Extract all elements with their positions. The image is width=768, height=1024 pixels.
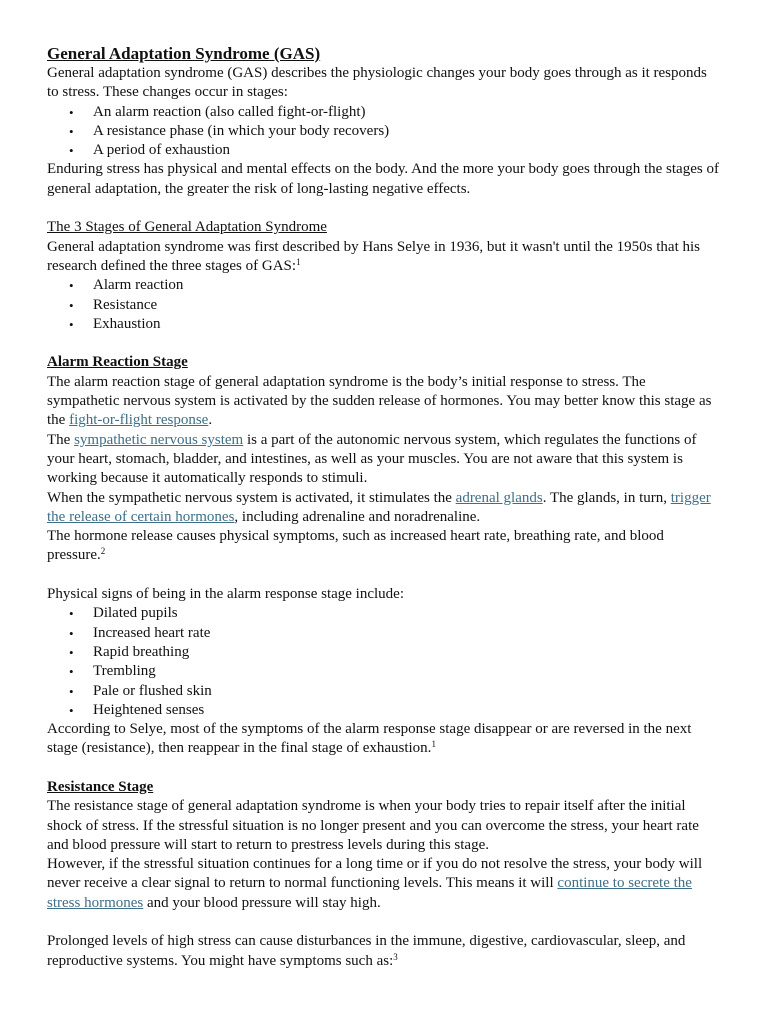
- citation-superscript: 1: [296, 256, 301, 267]
- fight-or-flight-link[interactable]: fight-or-flight response: [69, 412, 209, 429]
- stages-text: General adaptation syndrome was first described by Hans Selye in 1936, but it wasn't until the 1950s that his research defined the three stages of GAS:: [47, 238, 700, 274]
- alarm-heading: Alarm Reaction Stage: [47, 354, 188, 371]
- alarm-p1-text: The alarm reaction stage of general adaptation syndrome is the body’s initial response to stress. The sympathetic nervous system is activated by the sudden release of hormones. You may better know this stage as the: [47, 373, 712, 429]
- citation-superscript: 2: [100, 546, 106, 557]
- list-item: • A period of exhaustion: [93, 141, 721, 160]
- intro-list: [47, 103, 721, 161]
- list-item: • Exhaustion: [93, 315, 721, 334]
- alarm-paragraph-2: [47, 431, 721, 489]
- list-item: • Dilated pupils: [93, 604, 721, 623]
- resistance-paragraph-1: The resistance stage of general adaptation syndrome is when your body tries to repair itself after the initial shock of stress. If the stressful situation is no longer present and you can overcome the stress, your heart rate and blood pressure will start to return to prestress levels during this stage.: [47, 798, 699, 853]
- document-title: General Adaptation Syndrome (GAS): [47, 44, 321, 63]
- list-item: • A resistance phase (in which your body recovers): [93, 122, 721, 141]
- list-item: • Rapid breathing: [93, 643, 721, 662]
- alarm-p1-end: .: [208, 412, 213, 429]
- hormone-release-link[interactable]: trigger the release of certain hormones: [47, 489, 711, 525]
- alarm-p3-mid: . The glands, in turn,: [542, 489, 671, 506]
- resistance-p2-start: However, if the stressful situation continues for a long time or if you do not resolve the stress, your body will never receive a clear signal to return to normal functioning levels. This means it will: [47, 856, 703, 892]
- stages-list: [47, 276, 721, 334]
- adrenal-glands-link[interactable]: adrenal glands: [455, 489, 543, 506]
- alarm-paragraph-4: [47, 527, 721, 566]
- resistance-p3-text: Prolonged levels of high stress can cause disturbances in the immune, digestive, cardiovascular, sleep, and reproductive systems. You might have symptoms such as:: [47, 933, 686, 969]
- resistance-p2-end: and your blood pressure will stay high.: [143, 894, 381, 911]
- alarm-signs-list: [47, 604, 721, 720]
- alarm-paragraph-3: [47, 489, 721, 528]
- citation-superscript: 1: [431, 739, 436, 750]
- resistance-paragraph-2: [47, 855, 721, 913]
- alarm-p3-start: When the sympathetic nervous system is activated, it stimulates the: [47, 489, 456, 506]
- list-item: • Pale or flushed skin: [93, 682, 721, 701]
- list-item: • Trembling: [93, 662, 721, 681]
- stages-paragraph: [47, 238, 721, 277]
- list-item: • Alarm reaction: [93, 276, 721, 295]
- sympathetic-nervous-system-link[interactable]: sympathetic nervous system: [74, 431, 244, 448]
- alarm-after-paragraph: [47, 720, 721, 759]
- resistance-heading: Resistance Stage: [47, 778, 154, 795]
- resistance-paragraph-3: [47, 932, 721, 971]
- list-item: • An alarm reaction (also called fight-or-flight): [93, 103, 721, 122]
- list-item: • Heightened senses: [93, 701, 721, 720]
- alarm-p2-rest: is a part of the autonomic nervous system, which regulates the functions of your heart, stomach, bladder, and intestines, as well as your muscles. You are not aware that this system is working because it automatically responds to stimuli.: [47, 431, 697, 487]
- stages-heading: The 3 Stages of General Adaptation Syndrome: [47, 219, 327, 236]
- alarm-after-text: According to Selye, most of the symptoms of the alarm response stage disappear or are reversed in the next stage (resistance), then reappear in the final stage of exhaustion.: [47, 721, 692, 757]
- list-item: • Increased heart rate: [93, 624, 721, 643]
- intro-paragraph: General adaptation syndrome (GAS) describes the physiologic changes your body goes through as it responds to stress. These changes occur in stages:: [47, 65, 707, 101]
- stress-hormones-link[interactable]: continue to secrete the stress hormones: [47, 875, 692, 911]
- alarm-p4-text: The hormone release causes physical symptoms, such as increased heart rate, breathing rate, and blood pressure.: [47, 528, 664, 564]
- alarm-signs-intro: Physical signs of being in the alarm response stage include:: [47, 586, 405, 603]
- intro-after-paragraph: Enduring stress has physical and mental effects on the body. And the more your body goes through the stages of general adaptation, the greater the risk of long-lasting negative effects.: [47, 161, 719, 197]
- citation-superscript: 3: [393, 951, 398, 962]
- alarm-p2-start: The: [47, 431, 75, 448]
- alarm-paragraph-1: [47, 373, 721, 431]
- alarm-p3-end: , including adrenaline and noradrenaline.: [234, 508, 481, 525]
- list-item: • Resistance: [93, 296, 721, 315]
